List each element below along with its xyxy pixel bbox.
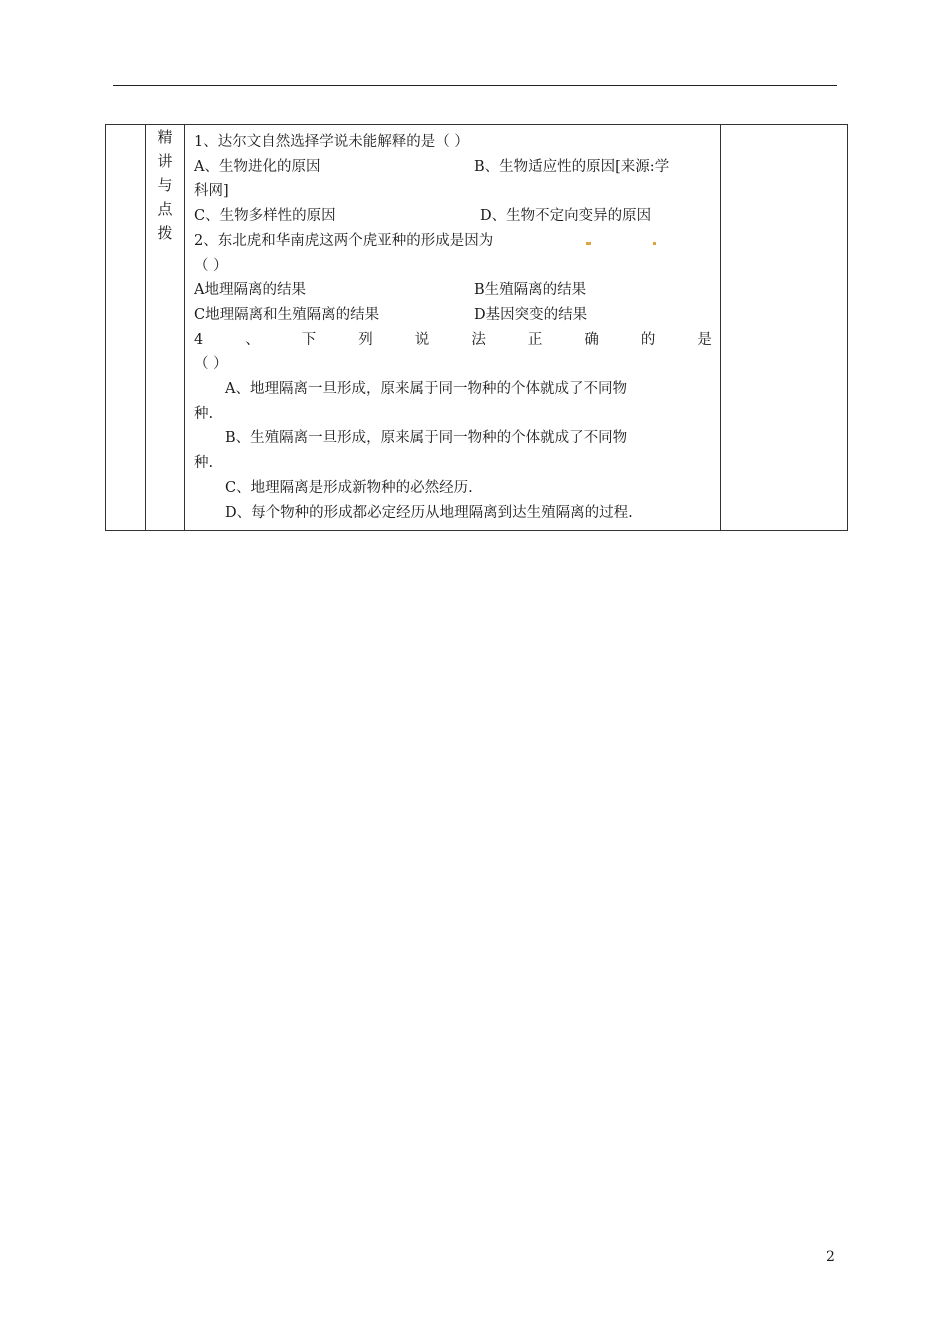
blank-cell-right	[721, 125, 848, 531]
q1-stem: 1、达尔文自然选择学说未能解释的是（ ）	[194, 134, 469, 150]
q1-option-d: D、生物不定向变异的原因	[480, 208, 652, 225]
section-label: 精讲与点拨	[157, 128, 173, 242]
q2-option-a: A地理隔离的结果	[194, 282, 306, 299]
speck-mark	[653, 242, 656, 245]
q2-options-ab	[194, 278, 712, 303]
q4-option-d: D、每个物种的形成都必定经历从地理隔离到达生殖隔离的过程.	[225, 504, 633, 521]
q4-option-a: A、地理隔离一旦形成，原来属于同一物种的个体就成了不同物	[225, 381, 627, 398]
q4-stem-char: 下	[301, 331, 317, 348]
q4-stem-char: 、	[245, 331, 260, 348]
q4-stem-char: 法	[471, 331, 486, 348]
q4-stem-char: 列	[358, 331, 373, 348]
q2-paren: （ ）	[194, 257, 228, 274]
q4-stem-char: 正	[527, 331, 543, 348]
q4-stem-char: 说	[414, 331, 430, 348]
q1-option-b-cont: 科网]	[194, 183, 229, 200]
q1-option-a: A、生物进化的原因	[194, 158, 321, 175]
q4-stem-char: 是	[697, 331, 712, 348]
q2-option-b: B生殖隔离的结果	[474, 282, 587, 299]
q1-options-ab	[194, 155, 712, 180]
q2-options-cd	[194, 303, 712, 328]
q4-paren: （ ）	[194, 356, 228, 373]
q4-stem-char: 确	[584, 331, 599, 348]
q2-option-c: C地理隔离和生殖隔离的结果	[194, 306, 380, 323]
header-rule	[113, 85, 837, 86]
lesson-table	[105, 124, 848, 531]
q4-option-a-cont: 种.	[194, 405, 214, 422]
table-row	[106, 125, 848, 531]
content-cell	[185, 125, 721, 531]
section-label-cell	[146, 125, 185, 531]
q2-stem: 2、东北虎和华南虎这两个虎亚种的形成是因为	[194, 232, 494, 249]
q1-option-b: B、生物适应性的原因[来源:学	[474, 158, 670, 175]
blank-cell-left	[106, 125, 146, 531]
q4-stem-char: 4	[194, 331, 204, 348]
q1-option-c: C、生物多样性的原因	[194, 208, 336, 225]
q4-option-b-cont: 种.	[194, 455, 214, 472]
q2-stem-line	[194, 229, 712, 254]
q4-stem	[194, 328, 712, 353]
q4-stem-char: 的	[640, 331, 656, 348]
q4-option-b: B、生殖隔离一旦形成，原来属于同一物种的个体就成了不同物	[225, 430, 628, 447]
q4-option-c: C、地理隔离是形成新物种的必然经历.	[225, 479, 473, 496]
speck-mark	[586, 242, 591, 245]
q1-options-cd	[194, 204, 712, 229]
page-number: 2	[826, 1249, 835, 1265]
q2-option-d: D基因突变的结果	[474, 306, 588, 323]
